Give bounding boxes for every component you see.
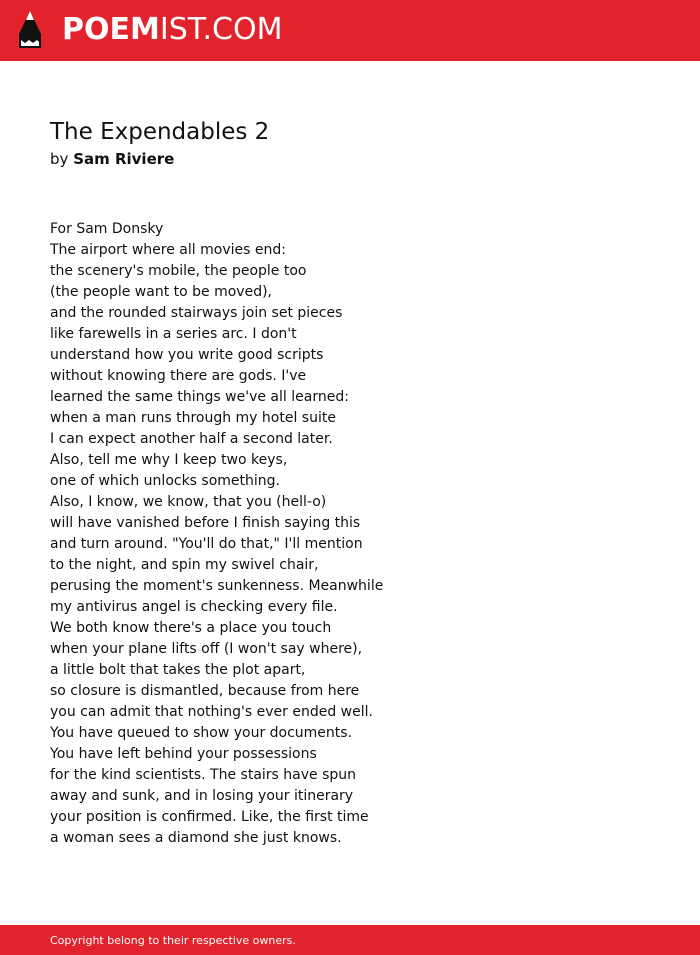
- site-header: [0, 0, 700, 61]
- site-footer: [0, 925, 700, 955]
- poem-line: For Sam Donsky: [50, 221, 164, 237]
- poem-line: you can admit that nothing's ever ended well.: [50, 704, 373, 720]
- poem-line: The airport where all movies end:: [50, 242, 286, 258]
- poem-line: and the rounded stairways join set pieces: [50, 305, 343, 321]
- poem-line: the scenery's mobile, the people too: [50, 263, 307, 279]
- byline: [50, 149, 174, 169]
- poem-line: when your plane lifts off (I won't say where),: [50, 641, 363, 657]
- by-label: by: [50, 150, 69, 168]
- pencil-tip-icon[interactable]: [18, 10, 42, 50]
- poem-title: The Expendables 2: [50, 119, 270, 145]
- logo-light-text: IST.COM: [159, 12, 283, 47]
- poem-line: a woman sees a diamond she just knows.: [50, 830, 342, 846]
- poem-line: without knowing there are gods. I've: [50, 368, 307, 384]
- poem-line: your position is confirmed. Like, the first time: [50, 809, 369, 825]
- poem-line: away and sunk, and in losing your itinerary: [50, 788, 354, 804]
- poem-line: I can expect another half a second later.: [50, 431, 333, 447]
- poem-line: understand how you write good scripts: [50, 347, 324, 363]
- poem-line: for the kind scientists. The stairs have spun: [50, 767, 357, 783]
- poem-line: to the night, and spin my swivel chair,: [50, 557, 319, 573]
- copyright-text: Copyright belong to their respective owners.: [50, 934, 296, 947]
- poem-line: like farewells in a series arc. I don't: [50, 326, 297, 342]
- poem-line: Also, tell me why I keep two keys,: [50, 452, 288, 468]
- poem-line: You have queued to show your documents.: [50, 725, 353, 741]
- poem-line: my antivirus angel is checking every file.: [50, 599, 338, 615]
- poem-line: when a man runs through my hotel suite: [50, 410, 336, 426]
- poem-line: Also, I know, we know, that you (hell-o): [50, 494, 327, 510]
- author-name: Sam Riviere: [73, 150, 175, 168]
- logo-bold-text: POEM: [62, 12, 160, 47]
- poem-line: (the people want to be moved),: [50, 284, 272, 300]
- poem-line: You have left behind your possessions: [50, 746, 317, 762]
- poem-body: [50, 219, 383, 849]
- poem-line: We both know there's a place you touch: [50, 620, 332, 636]
- poem-line: a little bolt that takes the plot apart,: [50, 662, 306, 678]
- poem-line: will have vanished before I finish saying this: [50, 515, 361, 531]
- poem-line: and turn around. "You'll do that," I'll mention: [50, 536, 363, 552]
- poem-line: learned the same things we've all learned:: [50, 389, 349, 405]
- poem-line: so closure is dismantled, because from here: [50, 683, 360, 699]
- poem-line: perusing the moment's sunkenness. Meanwhile: [50, 578, 384, 594]
- site-logo[interactable]: [62, 11, 282, 49]
- poem-line: one of which unlocks something.: [50, 473, 281, 489]
